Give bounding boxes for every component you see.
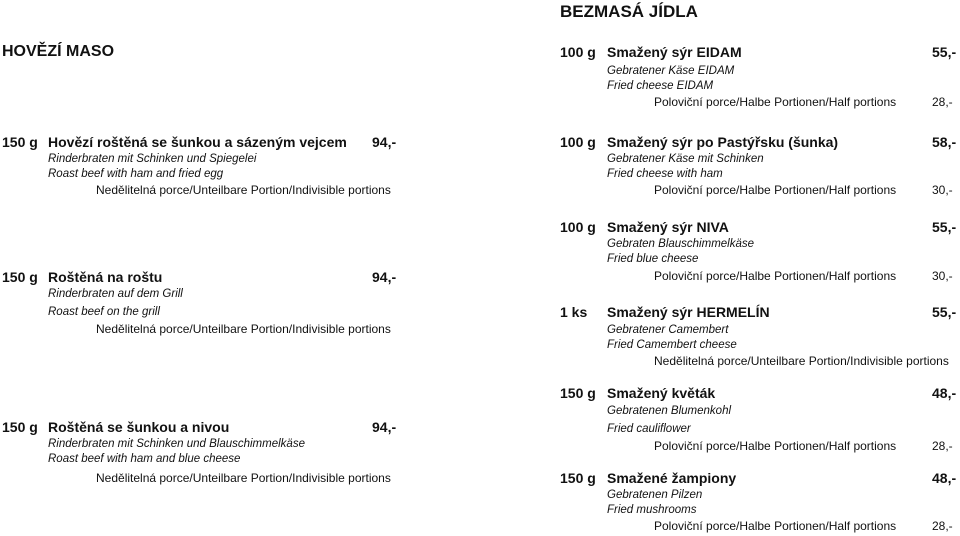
portion-note: Poloviční porce/Halbe Portionen/Half portions (654, 439, 897, 453)
half-portion-price: 30,- (932, 269, 953, 283)
item-quantity: 150 g (2, 419, 38, 435)
item-name-english: Fried cauliflower (607, 423, 691, 435)
item-name-english: Fried mushrooms (607, 504, 697, 516)
item-name-english: Fried cheese EIDAM (607, 80, 714, 92)
item-name: Smažený sýr HERMELÍN (607, 304, 770, 320)
item-quantity: 1 ks (560, 304, 588, 320)
portion-note: Nedělitelná porce/Unteilbare Portion/Indivisible portions (654, 354, 949, 368)
item-quantity: 150 g (2, 134, 38, 150)
portion-note: Nedělitelná porce/Unteilbare Portion/Indivisible portions (96, 322, 391, 336)
portion-note: Poloviční porce/Halbe Portionen/Half portions (654, 519, 897, 533)
item-name-english: Roast beef with ham and blue cheese (48, 453, 241, 465)
item-quantity: 150 g (2, 269, 38, 285)
portion-note: Nedělitelná porce/Unteilbare Portion/Indivisible portions (96, 183, 391, 197)
page-title: BEZMASÁ JÍDLA (560, 2, 698, 21)
item-price: 55,- (932, 304, 957, 320)
item-name-german: Gebratener Camembert (607, 324, 729, 336)
item-price: 55,- (932, 44, 957, 60)
item-name-german: Gebratener Käse EIDAM (607, 65, 735, 77)
item-name-english: Roast beef with ham and fried egg (48, 168, 224, 180)
item-name-german: Gebraten Blauschimmelkäse (607, 238, 755, 250)
item-name-german: Gebratener Käse mit Schinken (607, 153, 764, 165)
item-name-german: Gebratenen Blumenkohl (607, 405, 732, 417)
portion-note: Poloviční porce/Halbe Portionen/Half portions (654, 183, 897, 197)
item-price: 48,- (932, 470, 957, 486)
half-portion-price: 28,- (932, 439, 953, 453)
item-name: Smažený květák (607, 385, 716, 401)
item-name: Smažený sýr NIVA (607, 219, 729, 235)
item-quantity: 150 g (560, 385, 596, 401)
item-quantity: 150 g (560, 470, 596, 486)
item-name-german: Rinderbraten auf dem Grill (48, 288, 183, 300)
item-name: Roštěná na roštu (48, 269, 163, 285)
item-price: 94,- (372, 134, 397, 150)
item-price: 94,- (372, 419, 397, 435)
portion-note: Poloviční porce/Halbe Portionen/Half portions (654, 269, 897, 283)
item-name-english: Roast beef on the grill (48, 306, 160, 318)
item-price: 55,- (932, 219, 957, 235)
item-price: 48,- (932, 385, 957, 401)
item-name: Hovězí roštěná se šunkou a sázeným vejcem (48, 134, 347, 150)
item-name-german: Gebratenen Pilzen (607, 489, 703, 501)
portion-note: Poloviční porce/Halbe Portionen/Half portions (654, 95, 897, 109)
half-portion-price: 28,- (932, 519, 953, 533)
half-portion-price: 28,- (932, 95, 953, 109)
portion-note: Nedělitelná porce/Unteilbare Portion/Indivisible portions (96, 471, 391, 485)
item-name: Smažený sýr EIDAM (607, 44, 742, 60)
section-title-beef: HOVĚZÍ MASO (2, 43, 115, 60)
item-name: Smažené žampiony (607, 470, 737, 486)
item-name-german: Rinderbraten mit Schinken und Blauschimmelkäse (48, 438, 305, 450)
item-price: 94,- (372, 269, 397, 285)
item-name-german: Rinderbraten mit Schinken und Spiegelei (48, 153, 257, 165)
item-name: Roštěná se šunkou a nivou (48, 419, 230, 435)
item-name-english: Fried cheese with ham (607, 168, 723, 180)
item-quantity: 100 g (560, 134, 596, 150)
item-name-english: Fried blue cheese (607, 253, 699, 265)
item-name: Smažený sýr po Pastýřsku (šunka) (607, 134, 839, 150)
item-quantity: 100 g (560, 219, 596, 235)
half-portion-price: 30,- (932, 183, 953, 197)
item-quantity: 100 g (560, 44, 596, 60)
item-name-english: Fried Camembert cheese (607, 339, 737, 351)
item-price: 58,- (932, 134, 957, 150)
